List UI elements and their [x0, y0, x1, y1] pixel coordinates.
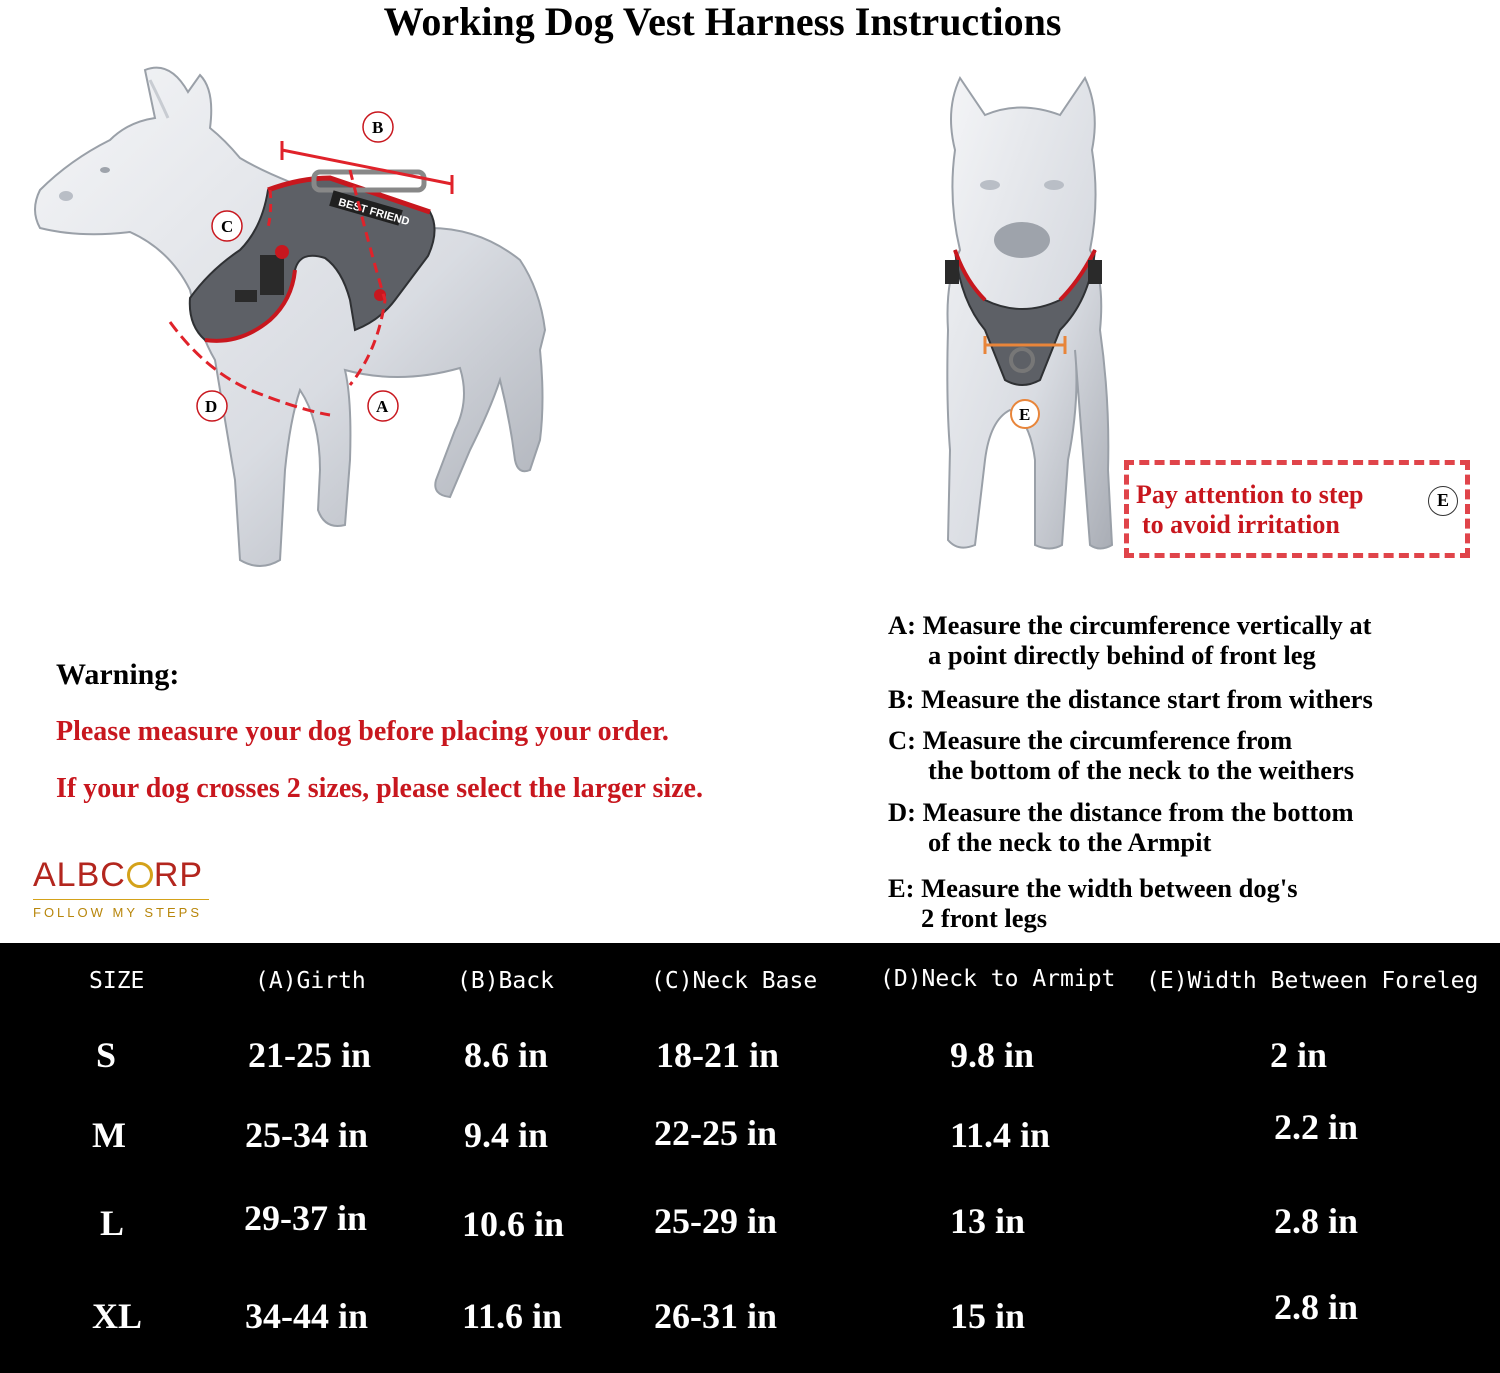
header-size: SIZE [89, 968, 145, 994]
logo-ring-icon [127, 862, 153, 888]
row-xl-neck-armpit: 15 in [950, 1296, 1026, 1336]
callout-text [1136, 480, 1466, 540]
row-l-foreleg: 2.8 in [1274, 1201, 1359, 1241]
row-l-neck-armpit: 13 in [950, 1201, 1026, 1241]
row-s-neck-base: 18-21 in [656, 1035, 780, 1075]
label-c [212, 211, 242, 241]
instruction-a: A: Measure the circumference vertically at a point directly behind of front leg [888, 610, 1372, 670]
page-title: Working Dog Vest Harness Instructions [383, 0, 1062, 44]
row-m-foreleg: 2.2 in [1274, 1107, 1359, 1147]
header-neck-armpit: (D)Neck to Armipt [880, 966, 1116, 992]
row-m-girth: 25-34 in [245, 1115, 369, 1155]
label-a [368, 391, 398, 421]
svg-text:E: E [1019, 405, 1031, 424]
row-xl-foreleg: 2.8 in [1274, 1287, 1359, 1327]
label-e [1011, 400, 1039, 428]
row-xl-neck-base: 26-31 in [654, 1296, 778, 1336]
warning-line-2: If your dog crosses 2 sizes, please select the larger size. [56, 773, 703, 804]
callout-step-badge: E [1428, 486, 1458, 516]
row-m-neck-base: 22-25 in [654, 1113, 778, 1153]
svg-text:A: A [376, 397, 389, 416]
row-s-girth: 21-25 in [248, 1035, 372, 1075]
row-l-back: 10.6 in [462, 1204, 565, 1244]
label-d [197, 391, 227, 421]
warning-line-1: Please measure your dog before placing your order. [56, 716, 669, 747]
row-l-neck-base: 25-29 in [654, 1201, 778, 1241]
header-foreleg-width: (E)Width Between Foreleg [1146, 968, 1479, 994]
warning-heading: Warning: [56, 658, 180, 691]
brand-logo: ALBC RP [33, 856, 204, 894]
svg-text:C: C [221, 217, 234, 236]
harness-label: BEST FRIEND [336, 196, 411, 229]
row-xl-back: 11.6 in [462, 1296, 563, 1336]
row-s-size: S [96, 1035, 117, 1075]
row-l-size: L [100, 1203, 125, 1243]
svg-text:B: B [372, 118, 384, 137]
row-m-size: M [92, 1115, 126, 1155]
row-m-back: 9.4 in [464, 1115, 549, 1155]
logo-rule [33, 899, 209, 900]
svg-text:D: D [205, 397, 218, 416]
row-s-foreleg: 2 in [1270, 1035, 1328, 1075]
row-m-neck-armpit: 11.4 in [950, 1115, 1051, 1155]
header-back: (B)Back [457, 968, 554, 994]
callout-line-2: to avoid irritation [1142, 510, 1340, 539]
side-view-dog [35, 68, 545, 566]
instruction-e: E: Measure the width between dog's 2 front legs [888, 873, 1298, 933]
header-girth: (A)Girth [255, 968, 366, 994]
brand-tagline: FOLLOW MY STEPS [33, 905, 203, 920]
label-b [363, 112, 393, 142]
instruction-d: D: Measure the distance from the bottom of the neck to the Armpit [888, 797, 1354, 857]
callout-line-1: Pay attention to step [1136, 480, 1364, 509]
row-s-back: 8.6 in [464, 1035, 549, 1075]
row-xl-size: XL [92, 1296, 143, 1336]
instruction-c: C: Measure the circumference from the bottom of the neck to the weithers [888, 725, 1355, 785]
instruction-b: B: Measure the distance start from withers [888, 684, 1373, 714]
row-l-girth: 29-37 in [244, 1198, 368, 1238]
header-neck-base: (C)Neck Base [651, 968, 818, 994]
row-s-neck-armpit: 9.8 in [950, 1035, 1035, 1075]
row-xl-girth: 34-44 in [245, 1296, 369, 1336]
